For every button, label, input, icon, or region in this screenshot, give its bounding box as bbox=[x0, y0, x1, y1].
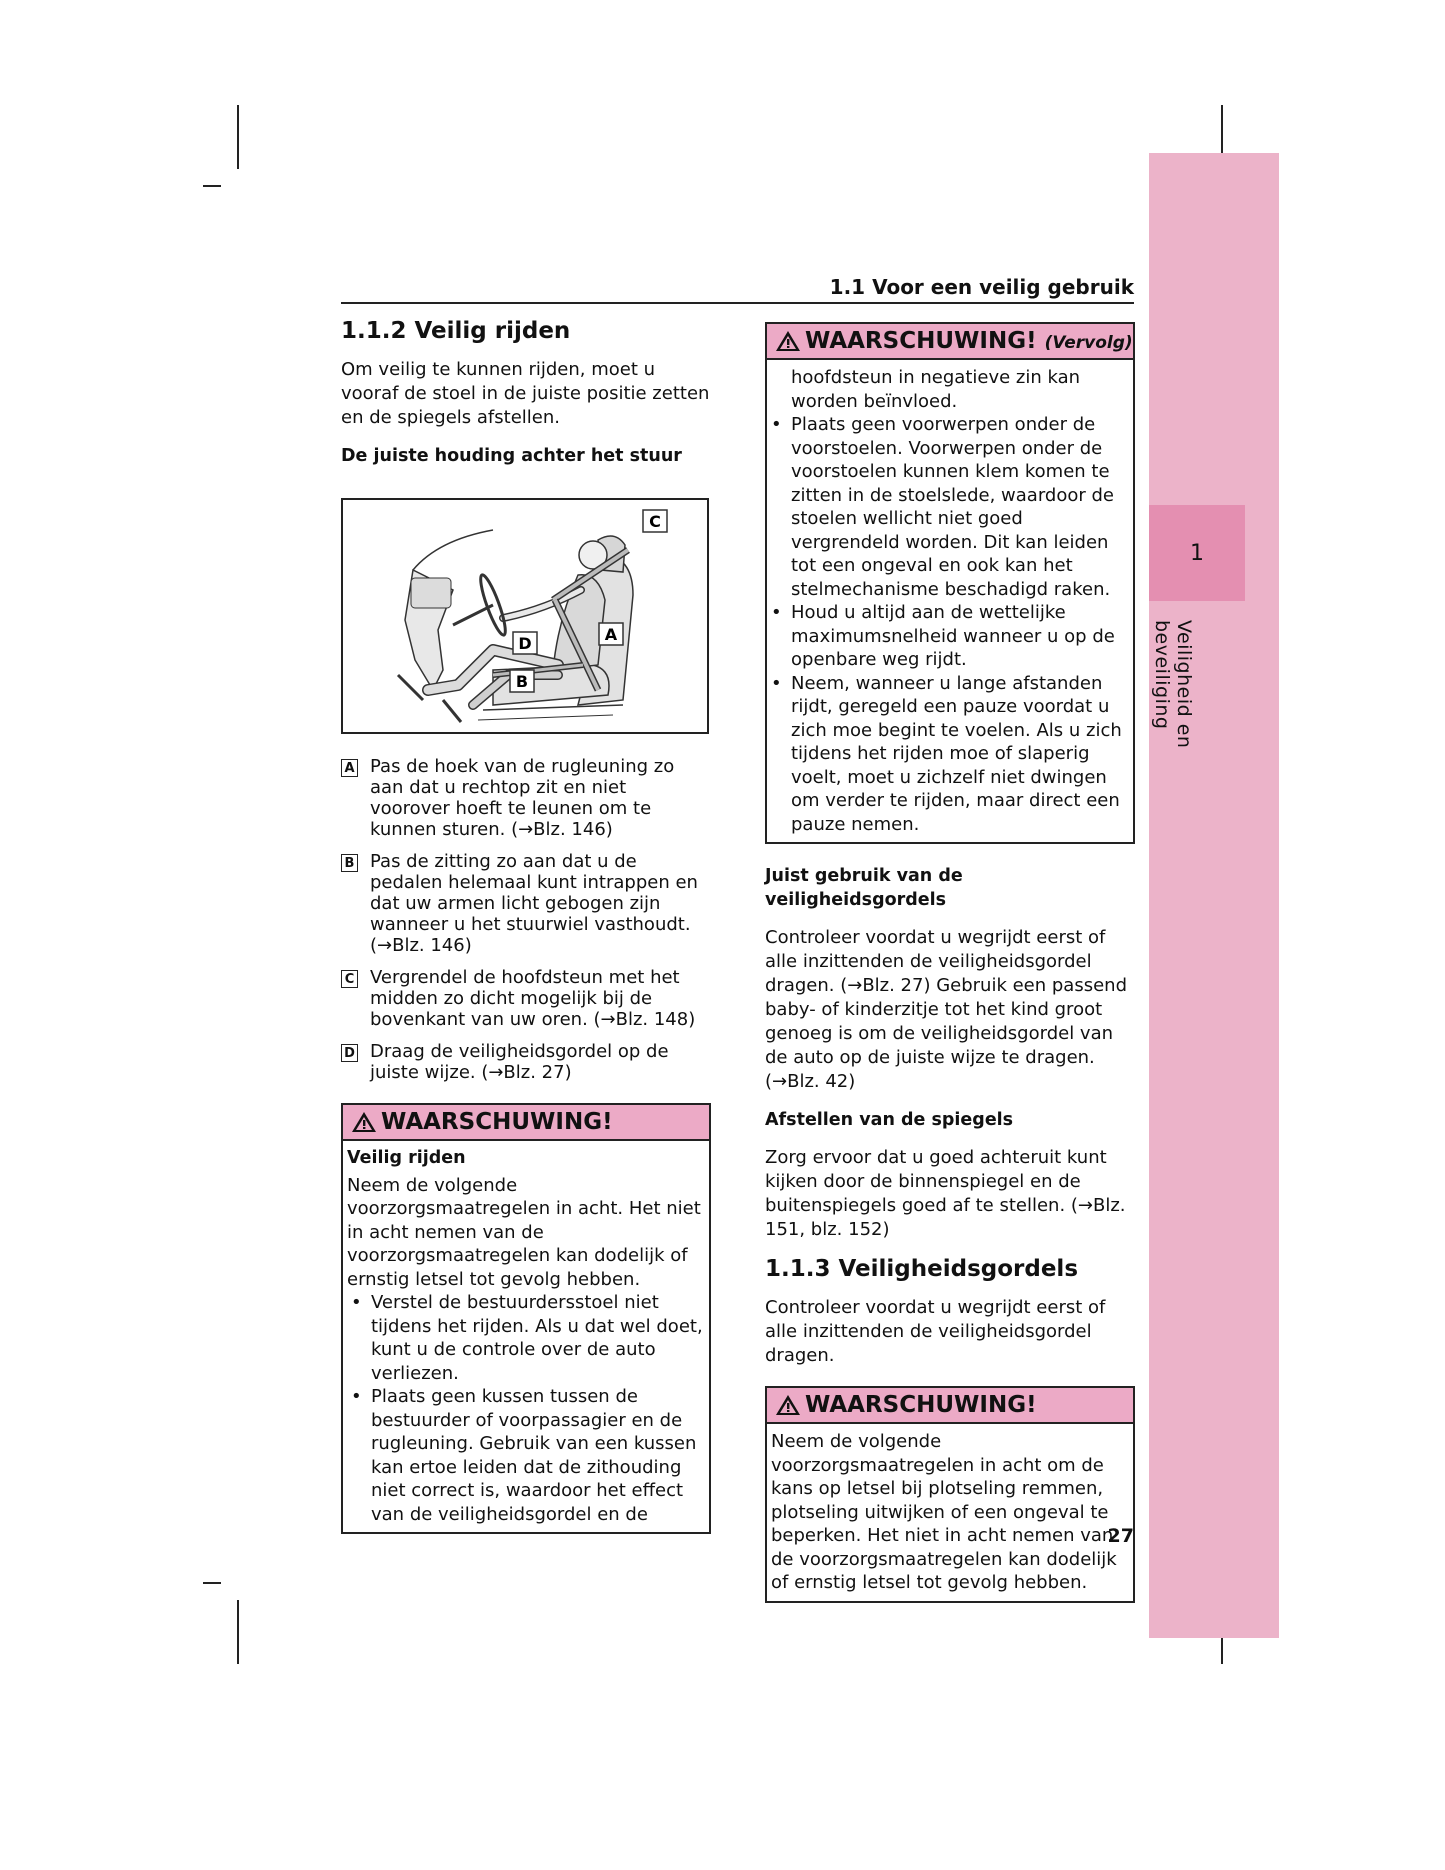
warning-bullets bbox=[767, 413, 1123, 836]
warning-header bbox=[767, 1388, 1133, 1424]
warning-triangle-icon bbox=[775, 1394, 801, 1416]
warning-header bbox=[767, 324, 1133, 360]
warning-body bbox=[767, 360, 1133, 842]
intro-paragraph: Om veilig te kunnen rijden, moet u vooraf de stoel in de juiste positie zetten en de spiegels afstellen. bbox=[341, 359, 710, 428]
svg-text:D: D bbox=[518, 634, 532, 653]
instruction-item-a bbox=[341, 756, 711, 840]
crop-mark bbox=[237, 1600, 239, 1664]
list-item: • Houd u altijd aan de wettelijke maximumsnelheid wanneer u op de openbare weg rijdt. bbox=[767, 601, 1123, 672]
seatbelt-heading: Juist gebruik van de veiligheidsgordels bbox=[765, 866, 963, 910]
instruction-item-b bbox=[341, 851, 711, 956]
crop-mark bbox=[237, 105, 239, 169]
figure-label-b bbox=[510, 670, 534, 692]
section-title: 1.1.3 Veiligheidsgordels bbox=[765, 1256, 1079, 1282]
right-column bbox=[765, 322, 1135, 1603]
warning-header bbox=[343, 1105, 709, 1141]
figure-label-a bbox=[599, 623, 623, 645]
running-header: 1.1 Voor een veilig gebruik bbox=[341, 272, 1134, 304]
warning-intro: Neem de volgende voorzorgsmaatregelen in acht. Het niet in acht nemen van de voorzorgsmaatregelen kan dodelijk of ernstig letsel tot gevolg hebben. bbox=[347, 1174, 701, 1290]
warning-box-seatbelts bbox=[765, 1386, 1135, 1603]
svg-text:A: A bbox=[604, 625, 618, 644]
crop-mark bbox=[203, 1582, 221, 1584]
section-paragraph: Controleer voordat u wegrijdt eerst of alle inzittenden de veiligheidsgordel dragen. bbox=[765, 1297, 1106, 1366]
svg-text:B: B bbox=[515, 672, 529, 691]
letter-label: C bbox=[341, 970, 358, 988]
instruction-text: Pas de hoek van de rugleuning zo aan dat u rechtop zit en niet voorover hoeft te leunen om te kunnen sturen. (→Blz. 146) bbox=[370, 756, 675, 840]
warning-body: Neem de volgende voorzorgsmaatregelen in acht om de kans op letsel bij plotseling remmen, plotseling uitwijken of een ongeval te beperken. Het niet in acht nemen van de voorzorgsmaatregelen kan dodelijk of ernstig letsel tot gevolg hebben. bbox=[771, 1431, 1117, 1593]
left-column bbox=[341, 310, 711, 1534]
driver-seat-drawing bbox=[343, 500, 707, 732]
letter-label: A bbox=[341, 759, 358, 777]
figure-label-d bbox=[513, 632, 537, 654]
chapter-label: Veiligheid en beveiliging bbox=[1151, 620, 1195, 749]
instruction-item-d bbox=[341, 1041, 711, 1083]
instruction-item-c bbox=[341, 967, 711, 1030]
letter-label: B bbox=[341, 854, 358, 872]
seating-position-illustration bbox=[341, 498, 709, 734]
list-item: • Verstel de bestuurdersstoel niet tijdens het rijden. Als u dat wel doet, kunt u de controle over de auto verliezen. bbox=[347, 1291, 705, 1385]
instruction-text: Pas de zitting zo aan dat u de pedalen helemaal kunt intrappen en dat uw armen licht gebogen zijn wanneer u het stuurwiel vasthoudt. (→Blz. 146) bbox=[370, 851, 698, 956]
warning-title: WAARSCHUWING! bbox=[805, 1392, 1037, 1418]
list-item: • Plaats geen kussen tussen de bestuurder of voorpassagier en de rugleuning. Gebruik van een kussen kan ertoe leiden dat de zithouding niet correct is, waardoor het effect van de veiligheidsgordel en de bbox=[347, 1385, 705, 1526]
mirror-paragraph: Zorg ervoor dat u goed achteruit kunt kijken door de binnenspiegel en de buitenspiegels goed af te stellen. (→Blz. 151, blz. 152) bbox=[765, 1147, 1126, 1240]
page-number: 27 bbox=[1107, 1525, 1134, 1547]
warning-triangle-icon bbox=[775, 330, 801, 352]
chapter-tab bbox=[1149, 153, 1279, 1638]
list-item: • Neem, wanneer u lange afstanden rijdt, geregeld een pauze voordat u zich moe begint te voelen. Als u zich tijdens het rijden moe of slaperig voelt, moet u zichzelf niet dwingen om verder te rijden, maar direct een pauze nemen. bbox=[767, 672, 1123, 837]
chapter-number[interactable]: 1 bbox=[1149, 505, 1245, 601]
mirror-heading: Afstellen van de spiegels bbox=[765, 1110, 1014, 1130]
continued-label: (Vervolg) bbox=[1044, 333, 1133, 353]
warning-lead: hoofdsteun in negatieve zin kan worden beïnvloed. bbox=[791, 367, 1081, 412]
warning-box-safe-driving bbox=[341, 1103, 711, 1534]
crop-mark bbox=[203, 185, 221, 187]
list-item: • Plaats geen voorwerpen onder de voorstoelen. Voorwerpen onder de voorstoelen kunnen klem komen te zitten in de stoelslede, waardoor de stoelen wellicht niet goed vergrendeld worden. Dit kan leiden tot een ongeval en ook kan het stelmechanisme beschadigd raken. bbox=[767, 413, 1123, 601]
svg-text:C: C bbox=[649, 512, 661, 531]
warning-title: WAARSCHUWING! bbox=[381, 1109, 613, 1135]
section-title: 1.1.2 Veilig rijden bbox=[341, 318, 571, 344]
warning-subheading: Veilig rijden bbox=[347, 1148, 466, 1168]
figure-label-c bbox=[643, 510, 667, 532]
warning-triangle-icon bbox=[351, 1111, 377, 1133]
subheading: De juiste houding achter het stuur bbox=[341, 446, 682, 466]
warning-bullets bbox=[347, 1291, 705, 1526]
warning-title: WAARSCHUWING! bbox=[805, 328, 1037, 354]
seatbelt-paragraph: Controleer voordat u wegrijdt eerst of alle inzittenden de veiligheidsgordel dragen. (→Blz. 27) Gebruik een passend baby- of kinderzitje tot het kind groot genoeg is om de veiligheidsgordel van de auto op de juiste wijze te dragen. (→Blz. 42) bbox=[765, 927, 1128, 1092]
instruction-text: Vergrendel de hoofdsteun met het midden zo dicht mogelijk bij de bovenkant van uw oren. (→Blz. 148) bbox=[370, 967, 696, 1030]
instruction-text: Draag de veiligheidsgordel op de juiste wijze. (→Blz. 27) bbox=[370, 1041, 669, 1083]
warning-box-continued bbox=[765, 322, 1135, 844]
letter-label: D bbox=[341, 1044, 358, 1062]
warning-body bbox=[343, 1141, 709, 1532]
